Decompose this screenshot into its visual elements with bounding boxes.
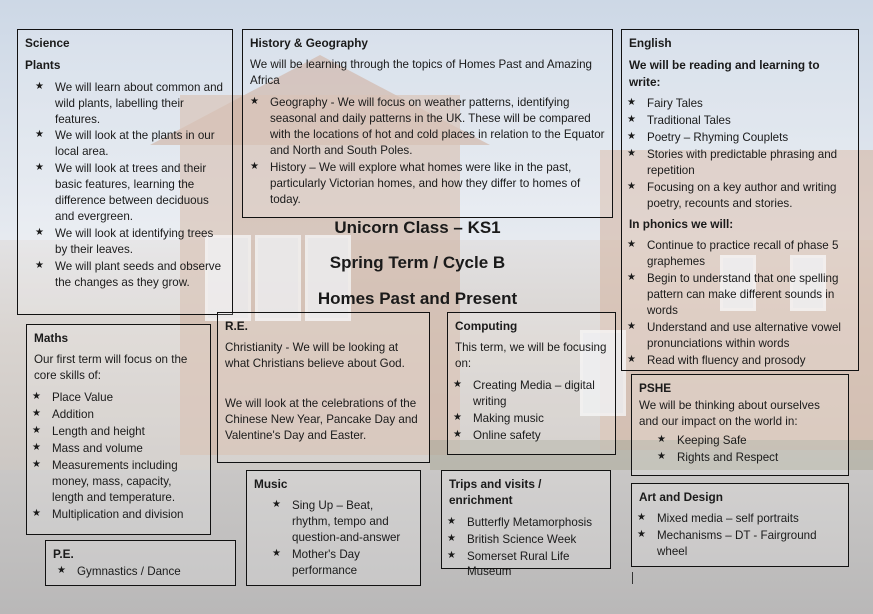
list-item: ★ Somerset Rural Life Museum bbox=[467, 549, 603, 581]
computing-title: Computing bbox=[455, 319, 518, 333]
list-item: ★ British Science Week bbox=[467, 532, 603, 548]
list-item: ★ We will learn about common and wild plants, labelling their features. bbox=[55, 80, 225, 128]
list-item: ★ Multiplication and division bbox=[52, 507, 203, 523]
list-item: ★ Creating Media – digital writing bbox=[473, 378, 608, 410]
art-design-title: Art and Design bbox=[639, 490, 723, 504]
computing-list bbox=[455, 378, 608, 444]
music-title: Music bbox=[254, 477, 288, 491]
science-list bbox=[25, 80, 225, 292]
list-item: ★ We will look at identifying trees by their leaves. bbox=[55, 226, 225, 258]
re-title: R.E. bbox=[225, 319, 248, 333]
list-item: ★ Geography - We will focus on weather patterns, identifying seasonal and daily patterns in the UK. These will be compared with the locations of hot and cold places in relation to the Equator and North and South Poles. bbox=[270, 95, 605, 159]
term-title: Spring Term / Cycle B bbox=[329, 253, 506, 273]
art-design-panel bbox=[631, 483, 849, 567]
list-item: ★ History – We will explore what homes were like in the past, particularly Victorian homes, and how they differ to homes of today. bbox=[270, 160, 605, 208]
trips-panel bbox=[441, 470, 611, 579]
re-para-1: Christianity - We will be looking at what Christians believe about God. bbox=[225, 341, 405, 371]
music-list bbox=[254, 498, 413, 579]
trips-title: Trips and visits / enrichment bbox=[449, 477, 542, 508]
list-item: ★ Making music bbox=[473, 411, 608, 427]
maths-intro: Our first term will focus on the core skills of: bbox=[34, 353, 188, 383]
list-item: ★ Addition bbox=[52, 407, 203, 423]
list-item: ★ We will look at trees and their basic features, learning the difference between deciduous and evergreen. bbox=[55, 161, 225, 225]
science-title: Science bbox=[25, 36, 70, 50]
pshe-panel bbox=[631, 374, 849, 476]
list-item: ★ Butterfly Metamorphosis bbox=[467, 515, 603, 531]
list-item: ★ Stories with predictable phrasing and repetition bbox=[647, 147, 851, 179]
computing-intro: This term, we will be focusing on: bbox=[455, 341, 607, 371]
english-panel bbox=[621, 29, 859, 371]
english-subtitle: We will be reading and learning to write: bbox=[629, 58, 820, 89]
class-title-block bbox=[240, 217, 595, 323]
list-item: ★ Place Value bbox=[52, 390, 203, 406]
pe-title: P.E. bbox=[53, 547, 74, 561]
list-item: ★ Sing Up – Beat, rhythm, tempo and question-and-answer bbox=[292, 498, 413, 546]
trips-list bbox=[449, 515, 603, 581]
pe-panel bbox=[45, 540, 236, 586]
history-geography-panel bbox=[242, 29, 613, 218]
phonics-title: In phonics we will: bbox=[629, 216, 734, 231]
list-item: ★ Mother's Day performance bbox=[292, 547, 413, 579]
science-panel bbox=[17, 29, 233, 315]
english-title: English bbox=[629, 36, 672, 50]
history-geography-title: History & Geography bbox=[250, 36, 368, 50]
history-geography-intro: We will be learning through the topics of Homes Past and Amazing Africa bbox=[250, 58, 592, 88]
list-item: ★ Length and height bbox=[52, 424, 203, 440]
text-cursor-mark bbox=[632, 572, 633, 584]
history-geography-list bbox=[250, 95, 605, 208]
pshe-title: PSHE bbox=[639, 381, 672, 395]
list-item: ★ Begin to understand that one spelling pattern can make different sounds in words bbox=[647, 271, 851, 319]
list-item: ★ Mechanisms – DT - Fairground wheel bbox=[657, 528, 841, 560]
maths-list bbox=[34, 390, 203, 523]
science-subtitle: Plants bbox=[25, 58, 61, 73]
list-item: ★ We will look at the plants in our local area. bbox=[55, 128, 225, 160]
list-item: ★ Online safety bbox=[473, 428, 608, 444]
class-title: Unicorn Class – KS1 bbox=[334, 218, 501, 237]
list-item: ★ Keeping Safe bbox=[677, 433, 841, 449]
list-item: ★ Mass and volume bbox=[52, 441, 203, 457]
pe-list bbox=[53, 564, 228, 580]
list-item: ★ Fairy Tales bbox=[647, 96, 851, 112]
list-item: ★ Understand and use alternative vowel pronunciations within words bbox=[647, 320, 851, 352]
list-item: ★ We will plant seeds and observe the changes as they grow. bbox=[55, 259, 225, 291]
maths-title: Maths bbox=[34, 331, 69, 345]
phonics-list bbox=[629, 238, 851, 369]
english-list bbox=[629, 96, 851, 212]
list-item: ★ Focusing on a key author and writing poetry, recounts and stories. bbox=[647, 180, 851, 212]
re-panel bbox=[217, 312, 430, 463]
computing-panel bbox=[447, 312, 616, 455]
list-item: ★ Mixed media – self portraits bbox=[657, 511, 841, 527]
re-para-2: We will look at the celebrations of the Chinese New Year, Pancake Day and Valentine's Day and Easter. bbox=[225, 397, 418, 443]
list-item: ★ Measurements including money, mass, capacity, length and temperature. bbox=[52, 458, 203, 506]
list-item: ★ Rights and Respect bbox=[677, 450, 841, 466]
maths-panel bbox=[26, 324, 211, 535]
list-item: ★ Gymnastics / Dance bbox=[77, 564, 228, 580]
art-design-list bbox=[639, 511, 841, 560]
list-item: ★ Continue to practice recall of phase 5 graphemes bbox=[647, 238, 851, 270]
music-panel bbox=[246, 470, 421, 586]
list-item: ★ Poetry – Rhyming Couplets bbox=[647, 130, 851, 146]
pshe-list bbox=[639, 433, 841, 466]
pshe-intro: We will be thinking about ourselves and our impact on the world in: bbox=[639, 399, 820, 429]
list-item: ★ Traditional Tales bbox=[647, 113, 851, 129]
list-item: ★ Read with fluency and prosody bbox=[647, 353, 851, 369]
topic-title: Homes Past and Present bbox=[317, 288, 518, 308]
